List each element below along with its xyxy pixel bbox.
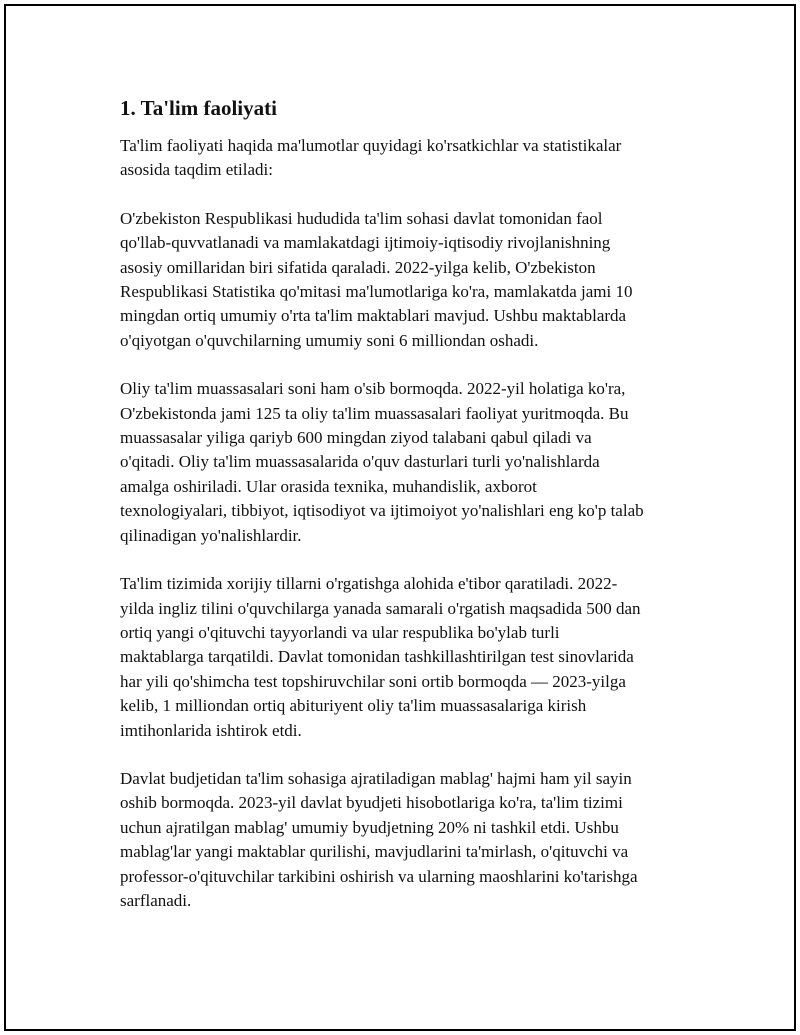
intro-paragraph: Ta'lim faoliyati haqida ma'lumotlar quyidagi ko'rsatkichlar va statistikalar asosida taqdim etiladi: <box>120 136 622 180</box>
document-body <box>120 94 692 937</box>
page-border <box>4 4 796 1031</box>
foreign-languages-paragraph: Ta'lim tizimida xorijiy tillarni o'rgatishga alohida e'tibor qaratiladi. 2022- yilda ingliz tilini o'quvchilarga yanada samarali o'rgatish maqsadida 500 dan ortiq yangi o'qituvchi tayyorlandi va ular respublika bo'ylab turli maktablarga tarqatildi. Davlat tomonidan tashkillashtirilgan test sinovlarida har yili qo'shimcha test topshiruvchilar soni ortib bormoqda — 2023-yilga kelib, 1 milliondan ortiq abituriyent oliy ta'lim muassasalariga kirish imtihonlarida ishtirok etdi. <box>120 574 641 740</box>
higher-education-paragraph: Oliy ta'lim muassasalari soni ham o'sib bormoqda. 2022-yil holatiga ko'ra, O'zbekistonda jami 125 ta oliy ta'lim muassasalari faoliyat yuritmoqda. Bu muassasalar yiliga qariyb 600 mingdan ziyod talabani qabul qiladi va o'qitadi. Oliy ta'lim muassasalarida o'quv dasturlari turli yo'nalishlarda amalga oshiriladi. Ular orasida texnika, muhandislik, axborot texnologiyalari, tibbiyot, iqtisodiyot va ijtimoiyot yo'nalishlari eng ko'p talab qilinadigan yo'nalishlardir. <box>120 379 644 545</box>
schools-paragraph: O'zbekiston Respublikasi hududida ta'lim sohasi davlat tomonidan faol qo'llab-quvvatlanadi va mamlakatdagi ijtimoiy-iqtisodiy rivojlanishning asosiy omillaridan biri sifatida qaraladi. 2022-yilga kelib, O'zbekiston Respublikasi Statistika qo'mitasi ma'lumotlariga ko'ra, mamlakatda jami 10 mingdan ortiq umumiy o'rta ta'lim maktablari mavjud. Ushbu maktablarda o'qiyotgan o'quvchilarning umumiy soni 6 milliondan oshadi. <box>120 208 633 350</box>
budget-paragraph: Davlat budjetidan ta'lim sohasiga ajratiladigan mablag' hajmi ham yil sayin oshib bormoqda. 2023-yil davlat byudjeti hisobotlariga ko'ra, ta'lim tizimi uchun ajratilgan mablag' umumiy byudjetning 20% ni tashkil etdi. Ushbu mablag'lar yangi maktablar qurilishi, mavjudlarini ta'mirlash, o'qituvchi va professor-o'qituvchilar tarkibini oshirish va ularning maoshlarini ko'tarishga sarflanadi. <box>120 768 638 910</box>
section-title: 1. Ta'lim faoliyati <box>120 96 277 120</box>
